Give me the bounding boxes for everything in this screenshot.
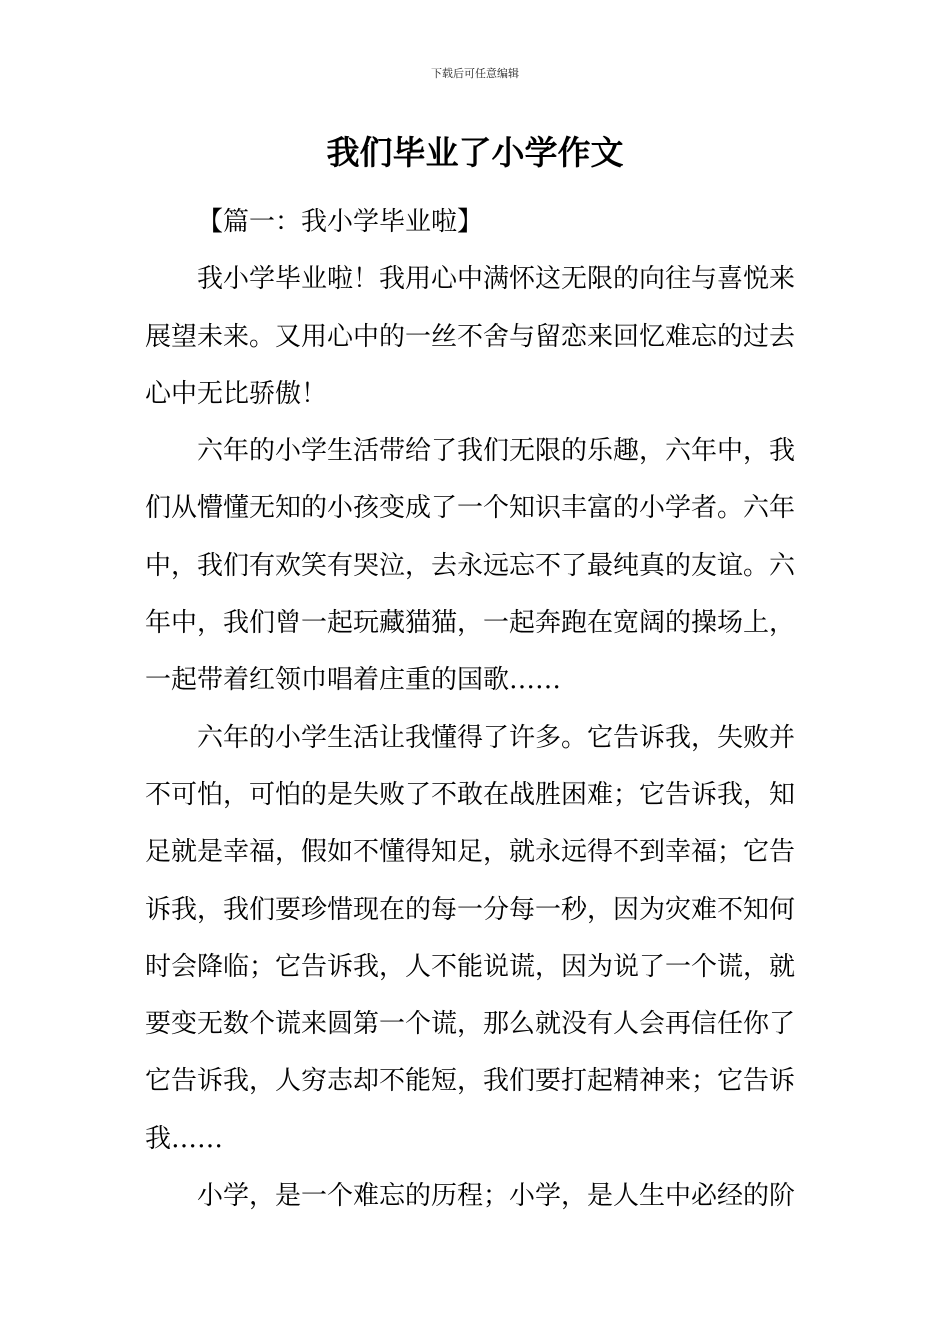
paragraph-line: 我…… xyxy=(145,1123,224,1154)
paragraph-line: 六年的小学生活让我懂得了许多。它告诉我，失败并 xyxy=(197,722,796,753)
page-title: 我们毕业了小学作文 xyxy=(326,133,624,172)
paragraph-line: 年中，我们曾一起玩藏猫猫，一起奔跑在宽阔的操场上， xyxy=(145,608,796,639)
paragraph-1 xyxy=(145,251,813,423)
essay-body xyxy=(145,194,813,1225)
paragraph-line: 小学，是一个难忘的历程；小学，是人生中必经的阶 xyxy=(197,1181,796,1212)
paragraph-line: 要变无数个谎来圆第一个谎，那么就没有人会再信任你了 xyxy=(145,1009,796,1040)
paragraph-line: 们从懵懂无知的小孩变成了一个知识丰富的小学者。六年 xyxy=(145,493,796,524)
paragraph-line: 足就是幸福，假如不懂得知足，就永远得不到幸福；它告 xyxy=(145,837,796,868)
paragraph-line: 心中无比骄傲！ xyxy=(145,378,328,409)
section-heading: 【篇一：我小学毕业啦】 xyxy=(197,207,484,237)
paragraph-3 xyxy=(145,710,813,1168)
paragraph-line: 时会降临；它告诉我，人不能说谎，因为说了一个谎，就 xyxy=(145,951,796,982)
paragraph-line: 中，我们有欢笑有哭泣，去永远忘不了最纯真的友谊。六 xyxy=(145,550,796,581)
paragraph-line: 不可怕，可怕的是失败了不敢在战胜困难；它告诉我，知 xyxy=(145,779,796,810)
paragraph-2 xyxy=(145,423,813,709)
paragraph-line: 一起带着红领巾唱着庄重的国歌…… xyxy=(145,665,562,696)
paragraph-line: 我小学毕业啦！我用心中满怀这无限的向往与喜悦来 xyxy=(197,264,796,295)
paragraph-line: 展望未来。又用心中的一丝不舍与留恋来回忆难忘的过去 xyxy=(145,321,796,352)
paragraph-4 xyxy=(145,1168,813,1225)
paragraph-line: 它告诉我，人穷志却不能短，我们要打起精神来；它告诉 xyxy=(145,1066,796,1097)
header-note: 下载后可任意编辑 xyxy=(431,67,519,80)
paragraph-line: 诉我，我们要珍惜现在的每一分每一秒，因为灾难不知何 xyxy=(145,894,796,925)
paragraph-line: 六年的小学生活带给了我们无限的乐趣，六年中，我 xyxy=(197,436,796,467)
